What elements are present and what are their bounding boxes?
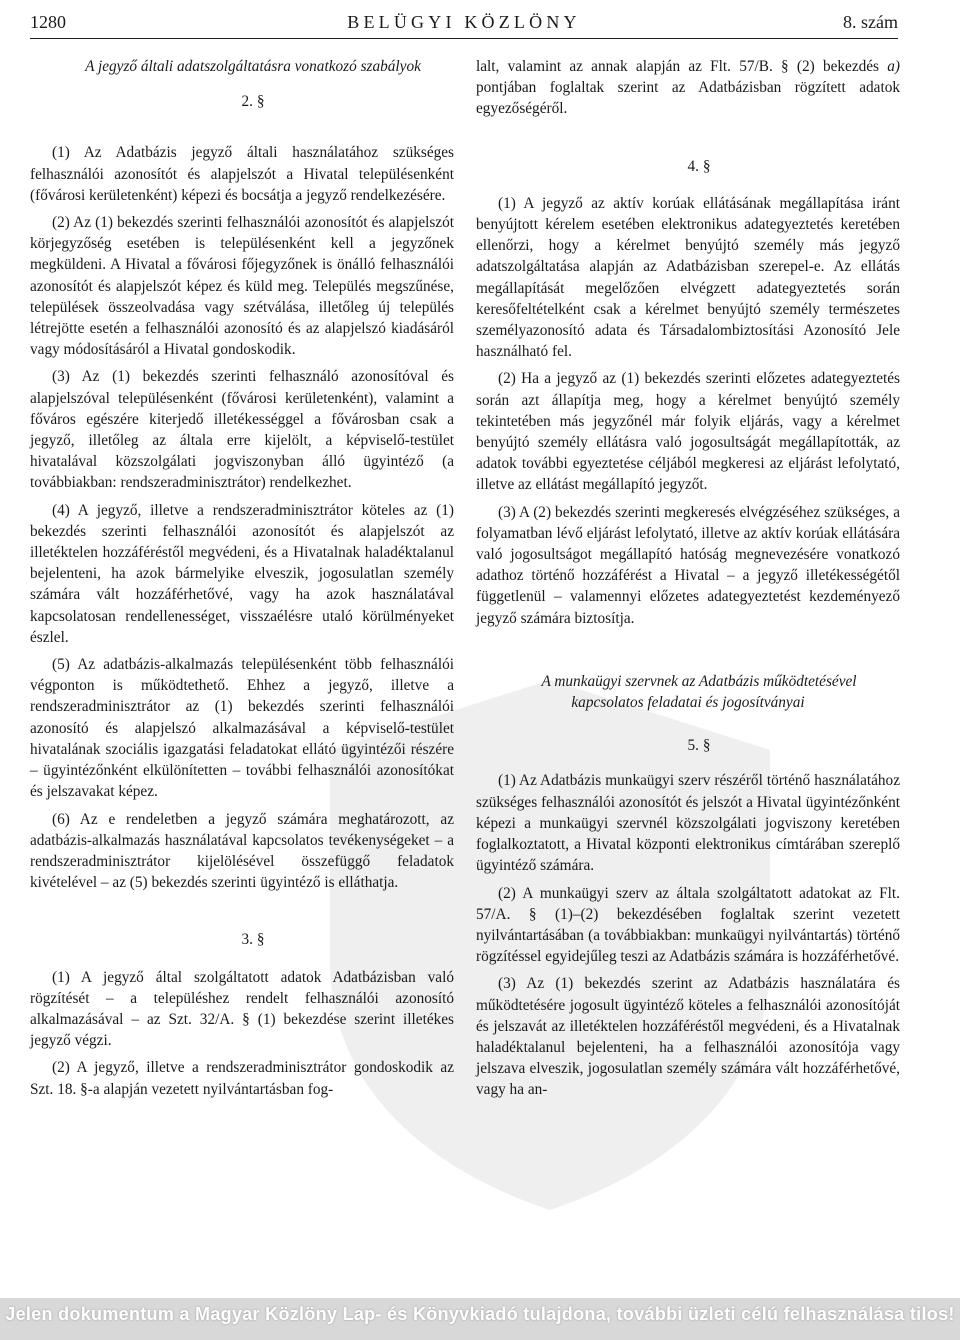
paragraph: (1) Az Adatbázis jegyző általi használatához szükséges felhasználói azonosítót és alapjelszót a Hivatal településenként (fővárosi kerületenként) képezi és bocsátja a jegyző rendelkezésére. xyxy=(30,144,454,204)
continued-text: lalt, valamint az annak alapján az Flt. 57/B. § (2) bekezdés xyxy=(476,58,888,75)
continued-text: pontjában foglaltak szerint az Adatbázisban rögzített adatok egyezőségéről. xyxy=(476,79,900,118)
section-number: 5. § xyxy=(687,737,711,755)
paragraph: (1) Az Adatbázis munkaügyi szerv részéről történő használatához szükséges felhasználói azonosítót és jelszót a Hivatal ügyintézőnként képezi a munkaügyi szervnél közszolgálati jogviszony keretében foglalkoztatott, a Hivatal központi elektronikus címtárában szereplő ügyintéző számára. xyxy=(476,772,900,875)
paragraph: (1) A jegyző az aktív korúak ellátásának megállapítása iránt benyújtott kérelem esetében elektronikus adategyeztetés keretében ellenőrzi, hogy a kérelmet benyújtó személy más jegyző adatszolgáltatása alapján az Adatbázisban szerepel-e. Az ellátás megállapítását megelőzően elvégzett adategyeztetés során keresőfeltételként csak a kérelmet benyújtó személy természetes személyazonosító adata és Társadalombiztosítási Azonosító Jele használható fel. xyxy=(476,194,900,361)
paragraph: (4) A jegyző, illetve a rendszeradminisztrátor köteles az (1) bekezdés szerinti felhasználói azonosítót és alapjelszót az illetéktelen hozzáféréstől megvédeni, és a Hivatalnak haladéktalanul bejelenteni, ha azok bármelyike elveszik, jogosulatlan személy számára vált hozzáférhetővé, vagy ha azok használatával kapcsolatosan rendellenességet, visszaélésre utaló körülményeket észlel. xyxy=(30,501,454,646)
page-header xyxy=(30,10,898,36)
left-column xyxy=(30,56,454,1106)
paragraph: (3) Az (1) bekezdés szerint az Adatbázis használatára és működtetésére jogosult ügyintéző köteles a felhasználói azonosítóját és jelszavát az illetéktelen hozzáféréstől megvédeni, és a Hivatalnak haladéktalanul bejelenteni, ha a felhasználói azonosítója vagy jelszava elveszik, jogosulatlan személy számára vált hozzáférhetővé, vagy ha an- xyxy=(476,975,900,1099)
continued-paragraph xyxy=(476,56,900,120)
copyright-notice: Jelen dokumentum a Magyar Közlöny Lap- és Könyvkiadó tulajdona, további üzleti célú felhasználása tilos! xyxy=(5,1304,955,1324)
paragraph: (2) A jegyző, illetve a rendszeradminisztrátor gondoskodik az Szt. 18. §-a alapján vezetett nyilvántartásban fog- xyxy=(30,1059,454,1098)
paragraph: (2) A munkaügyi szerv az általa szolgáltatott adatokat az Flt. 57/A. § (1)–(2) bekezdésében foglaltak szerint vezetett nyilvántartásában (a továbbiakban: munkaügyi nyilvántartás) történő rögzítéssel egyidejűleg teszi az Adatbázis számára is hozzáférhetővé. xyxy=(476,884,900,966)
continued-point-letter: a) xyxy=(887,58,900,75)
paragraph: (2) Az (1) bekezdés szerinti felhasználói azonosítót és alapjelszót körjegyzőség esetében is településenként kell a jegyzőnek megküldeni. A Hivatal a fővárosi főjegyzőnek is önálló felhasználói azonosítót és alapjelszót képez és küld meg. Település megszűnése, települések összeolvadása vagy szétválása, illetőleg új település létrejötte esetén a felhasználói azonosító és az alapjelszó kiadásáról vagy módosításáról a Hivatal gondoskodik. xyxy=(30,214,454,359)
paragraph: (3) A (2) bekezdés szerinti megkeresés elvégzéséhez szükséges, a folyamatban lévő eljárást lefolytató, illetve az aktív korúak ellátására való jogosultságot megállapító hatóság megnevezésére vonatkozó adathoz történő hozzáférést a Hivatal – a jegyző illetékességétől függetlenül – valamennyi előzetes adategyeztetést kezdeményező jegyző számára biztosítja. xyxy=(476,503,900,627)
section-number: 3. § xyxy=(241,931,265,949)
issue-number: 8. szám xyxy=(843,12,898,32)
section-number: 2. § xyxy=(241,93,265,111)
paragraph: (1) A jegyző által szolgáltatott adatok Adatbázisban való rögzítését – a településhez rendelt felhasználói azonosító alkalmazásával – az Szt. 32/A. § (1) bekezdése szerint illetékes jegyző végzi. xyxy=(30,968,454,1050)
right-column xyxy=(476,56,900,1107)
paragraph: (6) Az e rendeletben a jegyző számára meghatározott, az adatbázis-alkalmazás használatával kapcsolatos tevékenységeket – a rendszeradminisztrátor kijelölésével összefüggő feladatok kivételével – az (5) bekezdés szerinti ügyintéző is elláthatja. xyxy=(30,810,454,892)
header-rule xyxy=(30,38,898,39)
paragraph: (5) Az adatbázis-alkalmazás településenként több felhasználói végponton is működtethető. Ehhez a jegyző, illetve a rendszeradminisztrátor az (1) bekezdés szerinti felhasználói azonosító és alapjelszó alkalmazásával a képviselő-testület hivatalának szociális igazgatási feladatokat ellátó ügyintézői részére – ügyintézőnként elkülönítetten – további felhasználói azonosítókat és jelszavakat képez. xyxy=(30,656,454,801)
page-number: 1280 xyxy=(30,12,66,32)
section-heading: A jegyző általi adatszolgáltatásra vonatkozó szabályok xyxy=(85,58,421,75)
paragraph: (3) Az (1) bekezdés szerinti felhasználó azonosítóval és alapjelszóval településenként (fővárosi kerületenként), valamint a főváros egészére kiterjedő illetékességgel a fővárosban csak a jegyző, illetőleg az általa erre kijelölt, a képviselő-testület hivatalával közszolgálati jogviszonyban álló ügyintéző (a továbbiakban: rendszeradminisztrátor) rendelkezhet. xyxy=(30,368,454,492)
section-number: 4. § xyxy=(687,157,711,175)
paragraph: (2) Ha a jegyző az (1) bekezdés szerinti előzetes adategyeztetés során azt állapítja meg, hogy a kérelmet benyújtó személy tekintetében más jegyzőnél már folyik eljárás, vagy a kérelmet benyújtó személy ellátásra való jogosultságát megállapították, az adatok további egyeztetése céljából megkeresi az eljárást lefolytató, illetve az ellátást megállapító jegyzőt. xyxy=(476,370,900,494)
section-heading: A munkaügyi szervnek az Adatbázis működtetésével kapcsolatos feladatai és jogosítványai xyxy=(541,672,857,712)
journal-title: BELÜGYI KÖZLÖNY xyxy=(347,12,581,32)
